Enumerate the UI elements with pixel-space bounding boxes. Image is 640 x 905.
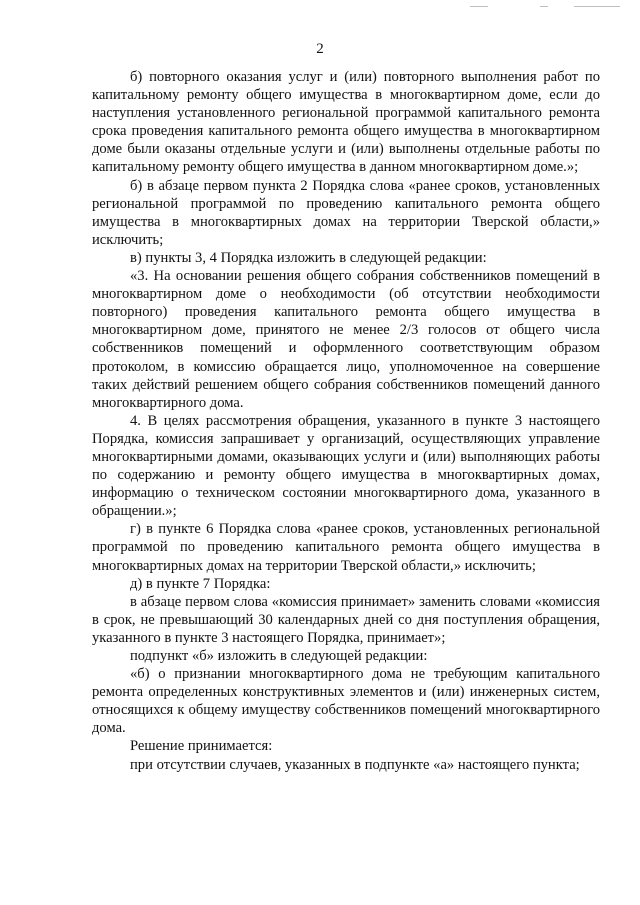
scan-artifact xyxy=(574,6,620,7)
paragraph-decision: Решение принимается: xyxy=(130,738,273,755)
paragraph-point-3: «3. На основании решения общего собрания собственников помещений в многоквартирном доме о необходимости (об отсутствии необходимости повторного) проведения капитального ремонта общего имущества в многоквартирном доме, принятого не менее 2/3 голосов от общего числа собственников помещений и оформленного соответствующим образом протоколом, в комиссию обращается лицо, уполномоченное на совершение таких действий решением общего собрания собственников помещений данного многоквартирного дома. xyxy=(92,268,600,411)
paragraph-b-repeat-services: б) повторного оказания услуг и (или) повторного выполнения работ по капитальному ремонту общего имущества в многоквартирном доме, если до наступления установленного региональной программой капитального ремонта срока проведения капитального ремонта общего имущества в многоквартирном доме были оказаны отдельные услуги и (или) выполнены отдельные работы по капитальному ремонту общего имущества в данном многоквартирном доме.»; xyxy=(92,69,600,176)
paragraph-point-4: 4. В целях рассмотрения обращения, указанного в пункте 3 настоящего Порядка, комиссия запрашивает у организаций, осуществляющих управление многоквартирными домами, оказывающих услуги и (или) выполняющих работы по содержанию и ремонту общего имущества в многоквартирных домах, информацию о техническом состоянии многоквартирного дома, указанного в обращении.»; xyxy=(92,412,600,520)
paragraph-g-point-6: г) в пункте 6 Порядка слова «ранее сроков, установленных региональной программой по проведению капитального ремонта общего имущества в многоквартирных домах на территории Тверской области,» исключить; xyxy=(92,521,600,574)
paragraph-subpoint-b-intro: подпункт «б» изложить в следующей редакции: xyxy=(130,648,428,664)
paragraph-absence-cases: при отсутствии случаев, указанных в подпункте «а» настоящего пункта; xyxy=(130,756,580,773)
paragraph-b-point-2: б) в абзаце первом пункта 2 Порядка слова «ранее сроков, установленных региональной программой по проведению капитального ремонта общего имущества в многоквартирных домах на территории Тверской области,» исключить; xyxy=(92,177,600,248)
scan-artifact xyxy=(470,6,488,7)
paragraph-first-abzac: в абзаце первом слова «комиссия принимает» заменить словами «комиссия в срок, не превышающий 30 календарных дней со дня поступления обращения, указанного в пункте 3 настоящего Порядка, принимает»; xyxy=(92,593,600,646)
paragraph-v-points-3-4: в) пункты 3, 4 Порядка изложить в следующей редакции: xyxy=(130,249,487,266)
paragraph-d-point-7: д) в пункте 7 Порядка: xyxy=(130,575,271,592)
document-body xyxy=(92,68,600,774)
paragraph-subpoint-b-text: «б) о признании многоквартирного дома не требующим капитального ремонта определенных конструктивных элементов и (или) инженерных систем, относящихся к общему имуществу собственников помещений многоквартирного дома. xyxy=(92,666,600,737)
scan-artifact xyxy=(540,6,548,7)
page-number: 2 xyxy=(316,41,324,57)
